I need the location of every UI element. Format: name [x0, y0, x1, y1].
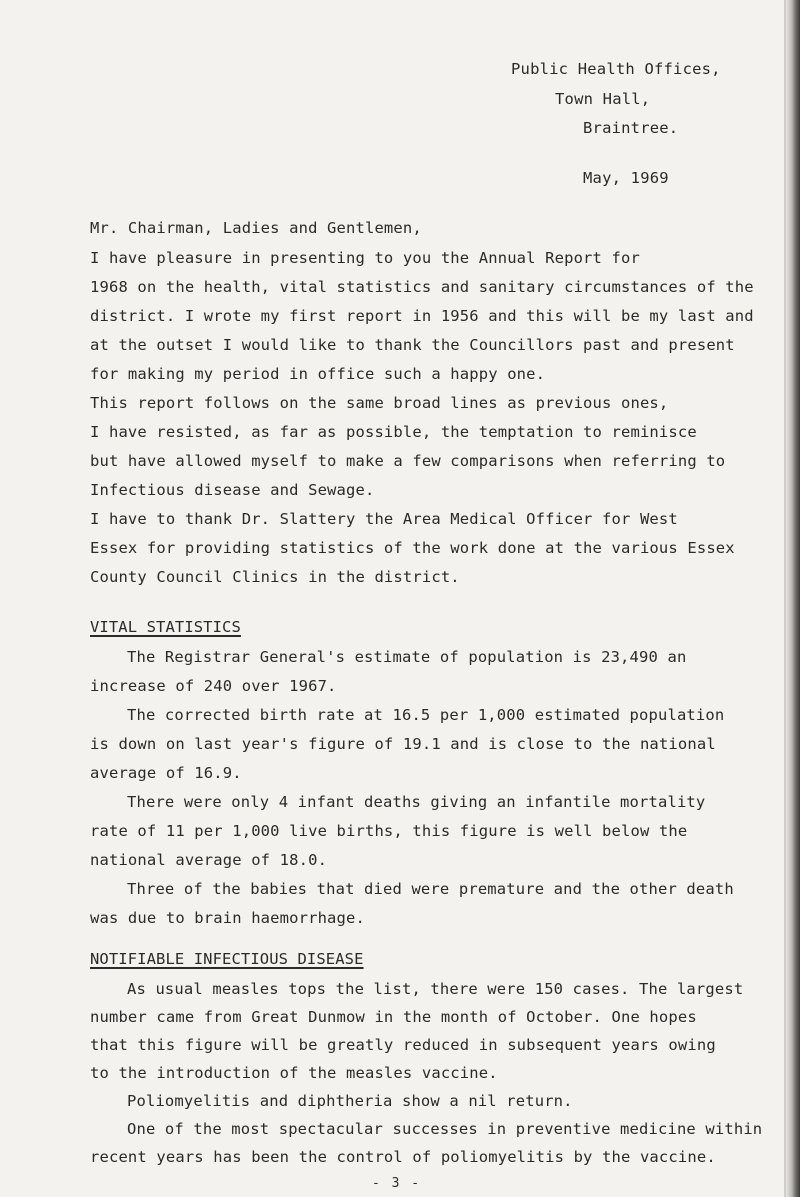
- notifiable-line: that this figure will be greatly reduced in subsequent years owing: [90, 1036, 716, 1054]
- vital-statistics-line: rate of 11 per 1,000 live births, this figure is well below the: [90, 822, 688, 840]
- notifiable-line: One of the most spectacular successes in preventive medicine within: [127, 1120, 763, 1138]
- intro-line: but have allowed myself to make a few comparisons when referring to: [90, 452, 726, 470]
- notifiable-line: recent years has been the control of poliomyelitis by the vaccine.: [90, 1148, 716, 1166]
- salutation: Mr. Chairman, Ladies and Gentlemen,: [90, 219, 422, 237]
- report-date: May, 1969: [583, 169, 669, 187]
- intro-line: Infectious disease and Sewage.: [90, 481, 375, 499]
- intro-line: 1968 on the health, vital statistics and sanitary circumstances of the: [90, 278, 754, 296]
- notifiable-line: number came from Great Dunmow in the month of October. One hopes: [90, 1008, 697, 1026]
- address-line-2: Town Hall,: [555, 90, 651, 108]
- address-line-3: Braintree.: [583, 119, 679, 137]
- intro-line: I have to thank Dr. Slattery the Area Medical Officer for West: [90, 510, 678, 528]
- intro-line: I have pleasure in presenting to you the Annual Report for: [90, 249, 640, 267]
- intro-line: County Council Clinics in the district.: [90, 568, 460, 586]
- address-line-1: Public Health Offices,: [511, 60, 721, 78]
- page-edge-shadow: [786, 0, 800, 1197]
- intro-line: at the outset I would like to thank the Councillors past and present: [90, 336, 735, 354]
- page-number: - 3 -: [372, 1176, 422, 1191]
- notifiable-line: to the introduction of the measles vaccine.: [90, 1064, 498, 1082]
- notifiable-line: Poliomyelitis and diphtheria show a nil return.: [127, 1092, 573, 1110]
- intro-line: This report follows on the same broad lines as previous ones,: [90, 394, 669, 412]
- vital-statistics-line: is down on last year's figure of 19.1 and is close to the national: [90, 735, 716, 753]
- vital-statistics-line: Three of the babies that died were premature and the other death: [127, 880, 734, 898]
- intro-line: I have resisted, as far as possible, the temptation to reminisce: [90, 423, 697, 441]
- vital-statistics-line: There were only 4 infant deaths giving an infantile mortality: [127, 793, 706, 811]
- vital-statistics-line: The Registrar General's estimate of population is 23,490 an: [127, 648, 687, 666]
- section-heading-vital-statistics: VITAL STATISTICS: [90, 618, 241, 636]
- vital-statistics-line: increase of 240 over 1967.: [90, 677, 337, 695]
- notifiable-line: As usual measles tops the list, there were 150 cases. The largest: [127, 980, 744, 998]
- intro-line: for making my period in office such a happy one.: [90, 365, 546, 383]
- intro-line: district. I wrote my first report in 1956 and this will be my last and: [90, 307, 754, 325]
- vital-statistics-line: The corrected birth rate at 16.5 per 1,000 estimated population: [127, 706, 725, 724]
- vital-statistics-line: was due to brain haemorrhage.: [90, 909, 365, 927]
- section-heading-notifiable-disease: NOTIFIABLE INFECTIOUS DISEASE: [90, 950, 364, 968]
- vital-statistics-line: national average of 18.0.: [90, 851, 328, 869]
- vital-statistics-line: average of 16.9.: [90, 764, 242, 782]
- intro-line: Essex for providing statistics of the work done at the various Essex: [90, 539, 735, 557]
